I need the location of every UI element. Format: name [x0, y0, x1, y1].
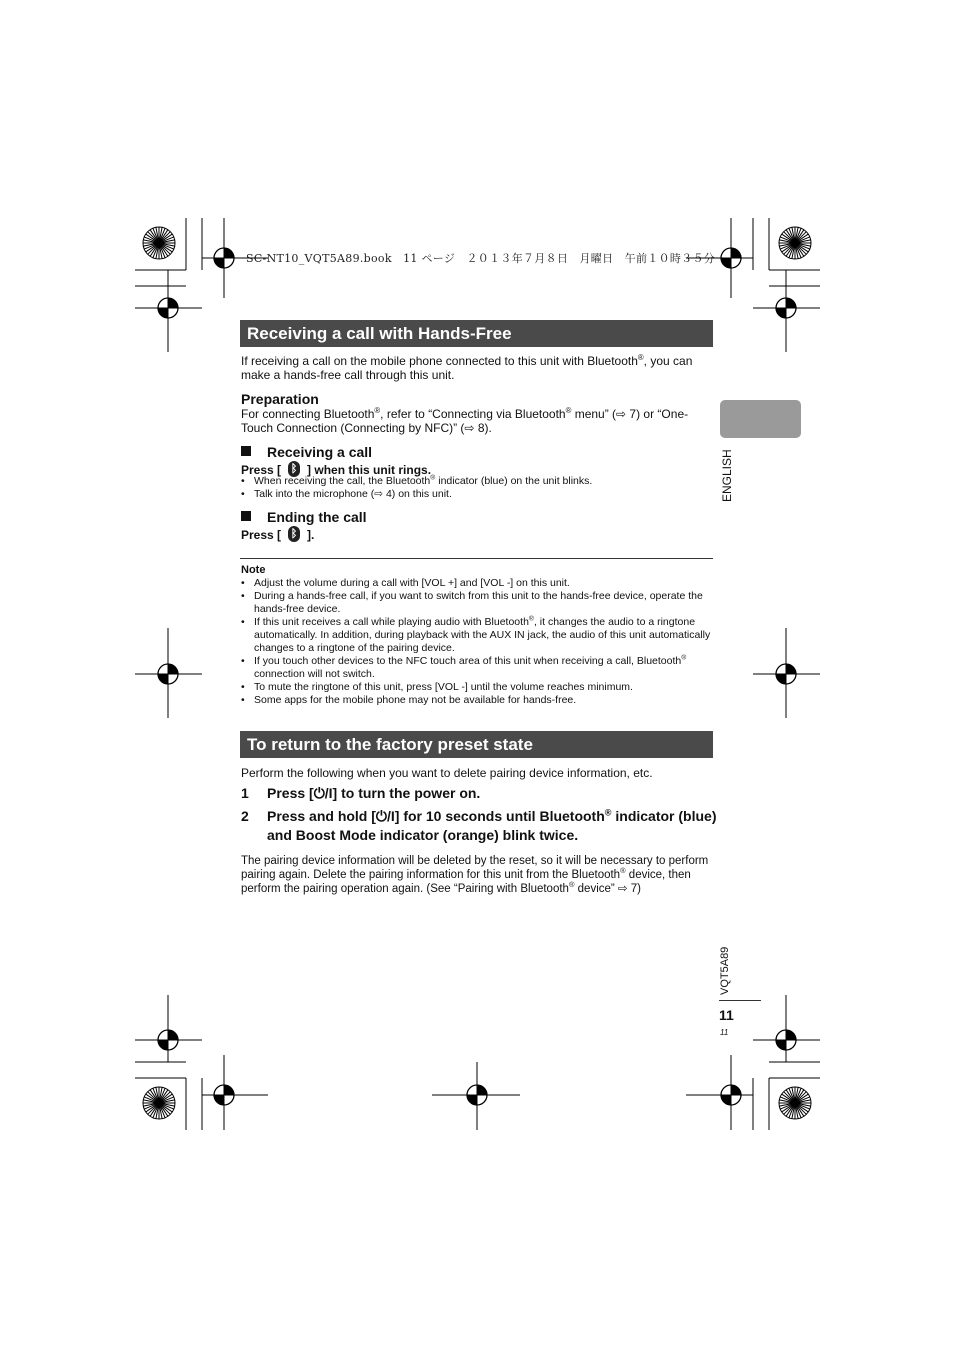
factory-preset-intro: Perform the following when you want to delete pairing device information, etc. [241, 766, 653, 780]
receiving-press-instruction: Press [ᛒ ] when this unit rings. [241, 461, 431, 477]
print-header: SC-NT10_VQT5A89.book 11 ページ ２０１３年７月８日 月曜日 午前１０時３５分 [246, 252, 716, 265]
note-list [241, 577, 713, 707]
receiving-bullets [241, 475, 713, 501]
ending-press-instruction: Press [ᛒ ]. [241, 526, 314, 542]
step-1: 1 Press [⏻/I] to turn the power on. [241, 785, 481, 801]
model-code: VQT5A89 [719, 946, 731, 995]
factory-preset-body: The pairing device information will be deleted by the reset, so it will be necessary to perform pairing again. Delete the pairing information for this unit from the Bluetooth® device, then perform the pairing operation again. (See “Pairing with Bluetooth® device” ⇨ 7) [241, 855, 709, 895]
list-item: • Adjust the volume during a call with [VOL +] and [VOL -] on this unit. [241, 577, 713, 590]
list-item: • If this unit receives a call while playing audio with Bluetooth®, it changes the audio to a ringtone automatically. In addition, during playback with the AUX IN jack, the audio of this unit automatically changes to a ringtone of the pairing device. [241, 616, 713, 655]
bluetooth-icon [288, 526, 300, 542]
note-title: Note [241, 564, 266, 576]
preparation-heading: Preparation [241, 391, 319, 407]
square-bullet-icon [241, 446, 251, 456]
language-tab [720, 400, 801, 438]
page-number-rule [719, 1000, 761, 1001]
list-item: • To mute the ringtone of this unit, press [VOL -] until the volume reaches minimum. [241, 681, 713, 694]
page-number-small: 11 [720, 1028, 729, 1037]
section-title-hands-free: Receiving a call with Hands-Free [240, 320, 713, 347]
list-item: • When receiving the call, the Bluetooth® indicator (blue) on the unit blinks. [241, 475, 713, 488]
hands-free-intro: If receiving a call on the mobile phone connected to this unit with Bluetooth®, you can make a hands-free call through this unit. [241, 353, 693, 382]
list-item: • During a hands-free call, if you want to switch from this unit to the hands-free device, operate the hands-free device. [241, 590, 713, 616]
page-number: 11 [719, 1007, 734, 1023]
divider [240, 558, 713, 559]
step-2: 2 Press and hold [⏻/I] for 10 seconds until Bluetooth® indicator (blue) and Boost Mode indicator (orange) blink twice. [241, 807, 717, 843]
square-bullet-icon [241, 511, 251, 521]
language-label: ENGLISH [720, 449, 734, 502]
list-item: • Some apps for the mobile phone may not be available for hands-free. [241, 694, 713, 707]
list-item: • If you touch other devices to the NFC touch area of this unit when receiving a call, Bluetooth® connection will not switch. [241, 655, 713, 681]
section-title-factory-preset: To return to the factory preset state [240, 731, 713, 758]
ending-call-heading: Ending the call [241, 509, 367, 525]
preparation-text: For connecting Bluetooth®, refer to “Connecting via Bluetooth® menu” (⇨ 7) or “One-Touch Connection (Connecting by NFC)” (⇨ 8). [241, 406, 689, 435]
receiving-call-heading: Receiving a call [241, 444, 372, 460]
list-item: • Talk into the microphone (⇨ 4) on this unit. [241, 488, 713, 501]
